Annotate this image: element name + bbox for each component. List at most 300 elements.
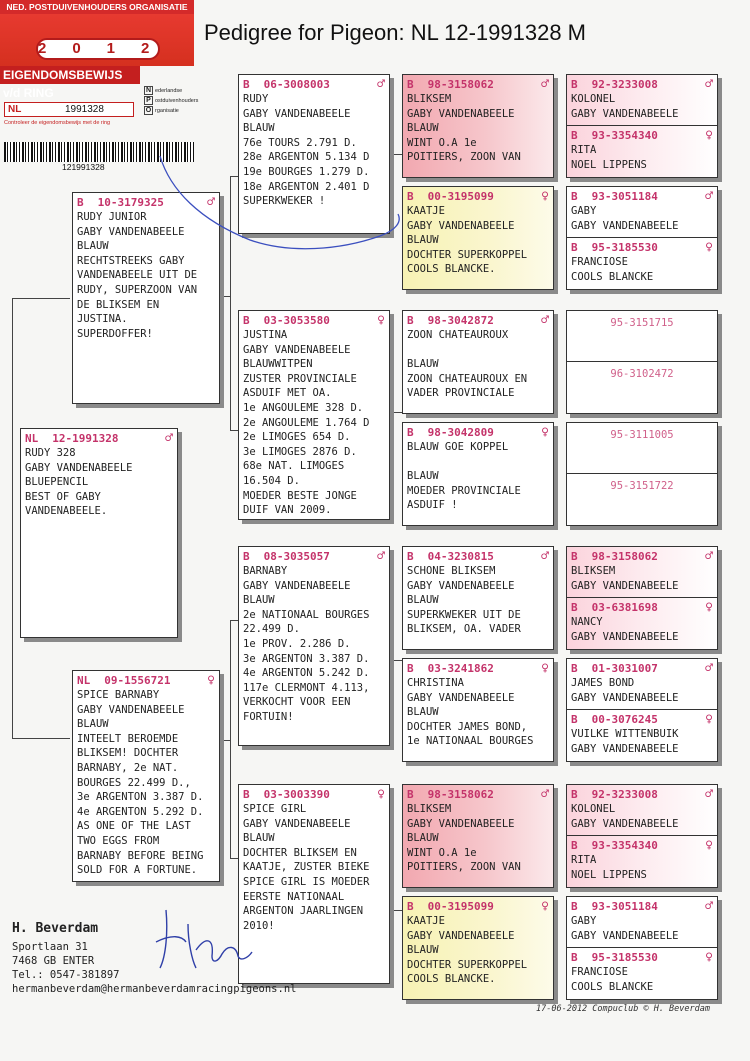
owner-street: Sportlaan 31: [12, 941, 88, 953]
grandparent-top[interactable]: [567, 659, 717, 710]
card-line: BLAUW: [243, 594, 275, 607]
card-header: [407, 899, 549, 914]
grandparent-bottom[interactable]: [567, 238, 717, 289]
card-header: [571, 240, 713, 255]
card-line: MOEDER PROVINCIALE: [407, 484, 521, 497]
card-line: GABY VANDENABEELE: [571, 219, 679, 232]
card-line: KOLONEL: [571, 803, 616, 815]
card-line: SPICE GIRL IS MOEDER: [243, 875, 370, 888]
pigeon-card-g3[interactable]: [566, 310, 718, 414]
male-icon: ♂: [207, 194, 215, 210]
card-line: GABY VANDENABEELE: [77, 703, 185, 716]
card-line: BLAUW GOE KOPPEL: [407, 441, 509, 453]
card-line: ZOON CHATEAUROUX EN: [407, 372, 528, 385]
male-icon: ♂: [377, 548, 385, 564]
card-header: [407, 189, 549, 204]
pigeon-card-dds[interactable]: [402, 784, 554, 888]
card-line: 1e ANGOULEME 328 D.: [243, 401, 364, 414]
barcode: [4, 142, 194, 162]
card-line: KOLONEL: [571, 93, 616, 105]
card-line: 22.499 D.: [243, 623, 300, 636]
card-line: BEST OF GABY: [25, 490, 101, 503]
card-line: 2010!: [243, 919, 275, 932]
country-code: B: [571, 838, 578, 852]
pigeon-card-ss[interactable]: [238, 74, 390, 234]
female-icon: ♀: [705, 239, 713, 255]
pigeon-card-g7[interactable]: [566, 784, 718, 888]
card-line: BLAUW: [407, 234, 439, 247]
card-line: RUDY 328: [25, 447, 76, 459]
signature: [152, 902, 282, 982]
female-icon: ♀: [541, 424, 549, 440]
card-line: ZOON CHATEAUROUX: [407, 329, 509, 341]
card-line: VUILKE WITTENBUIK: [571, 728, 679, 740]
country-code: B: [407, 787, 414, 801]
barcode-number: 121991328: [62, 162, 105, 172]
card-line: BLIKSEM, OA. VADER: [407, 623, 521, 636]
card-line: GABY VANDENABEELE: [571, 630, 679, 643]
pigeon-card-sdd[interactable]: [402, 422, 554, 526]
card-line: BLAUW: [407, 470, 439, 483]
card-header: [243, 549, 385, 564]
pigeon-card-g8[interactable]: [566, 896, 718, 1000]
card-line: VERKOCHT VOOR EEN: [243, 696, 351, 709]
npo-line-1: ederlandse: [155, 88, 183, 94]
card-line: 18e ARGENTON 2.401 D: [243, 180, 370, 193]
pigeon-card-g1[interactable]: [566, 74, 718, 178]
card-header: [571, 950, 713, 965]
ring-number: 95-3185530: [591, 240, 658, 254]
card-line: COOLS BLANCKE: [571, 980, 654, 993]
card-header: [77, 195, 215, 210]
grandparent-top[interactable]: [567, 311, 717, 362]
card-line: [407, 343, 549, 358]
card-line: TWO EGGS FROM: [77, 834, 160, 847]
country-code: B: [571, 128, 578, 142]
card-line: ASDUIF MET OA.: [243, 387, 332, 400]
female-icon: ♀: [207, 672, 215, 688]
card-line: 3e ARGENTON 3.387 D.: [243, 652, 370, 665]
card-line: MOEDER BESTE JONGE: [243, 489, 357, 502]
card-line: GABY VANDENABEELE: [243, 579, 351, 592]
card-header: [571, 600, 713, 615]
card-line: NOEL LIPPENS: [571, 158, 647, 171]
pigeon-card-g6[interactable]: [566, 658, 718, 762]
country-code: B: [407, 549, 414, 563]
ring-number: 92-3233008: [591, 787, 658, 801]
card-line: BLIKSEM! DOCHTER: [77, 747, 179, 760]
card-line: BLIKSEM: [407, 803, 452, 815]
card-line: DOCHTER SUPERKOPPEL: [407, 958, 528, 971]
pigeon-card-dss[interactable]: [402, 546, 554, 650]
card-line: BARNABY: [243, 565, 288, 577]
ring-number: 03-3241862: [427, 661, 494, 675]
grandparent-top[interactable]: [567, 423, 717, 474]
card-line: SUPERKWEKER !: [243, 195, 326, 208]
country-code: B: [571, 600, 578, 614]
ring-number: 00-3195099: [427, 899, 494, 913]
card-header: [407, 313, 549, 328]
connector: [230, 620, 231, 858]
ring-number: 03-6381698: [591, 600, 658, 614]
male-icon: ♂: [705, 188, 713, 204]
card-line: GABY VANDENABEELE: [407, 929, 515, 942]
grandparent-bottom[interactable]: [567, 598, 717, 649]
card-line: 28e ARGENTON 5.134 D: [243, 151, 370, 164]
grandparent-top[interactable]: [567, 187, 717, 238]
ring-number: 09-1556721: [104, 673, 171, 687]
card-header: [571, 77, 713, 92]
card-header: [571, 838, 713, 853]
card-line: ASDUIF !: [407, 499, 458, 512]
grandparent-top[interactable]: [567, 547, 717, 598]
card-line: RUDY: [243, 93, 269, 105]
ring-number: 93-3051184: [591, 189, 658, 203]
owner-name: H. Beverdam: [12, 921, 99, 936]
card-line: VANDENABEELE.: [25, 505, 108, 518]
card-line: BLAUW: [407, 706, 439, 719]
card-header: [571, 899, 713, 914]
ring-number: 04-3230815: [427, 549, 494, 563]
ring-number: 93-3354340: [591, 838, 658, 852]
owner-tel: Tel.: 0547-381897: [12, 969, 120, 981]
ring-number: 00-3195099: [427, 189, 494, 203]
grandparent-bottom[interactable]: [567, 948, 717, 999]
card-line: GABY: [571, 205, 597, 217]
female-icon: ♀: [541, 188, 549, 204]
sticker-small-text: Controleer de eigendomsbewijs met de ring: [4, 120, 111, 126]
card-line: 1e PROV. 2.286 D.: [243, 637, 351, 650]
pigeon-card-sd[interactable]: [238, 310, 390, 520]
country-code: B: [571, 712, 578, 726]
card-line: POITIERS, ZOON VAN: [407, 151, 521, 164]
male-icon: ♂: [705, 898, 713, 914]
card-line: BOURGES 22.499 D.,: [77, 776, 191, 789]
card-line: RITA: [571, 854, 597, 866]
card-line: GABY VANDENABEELE: [243, 107, 351, 120]
card-line: BLAUW: [407, 358, 439, 371]
card-header: [571, 128, 713, 143]
card-line: DOCHTER SUPERKOPPEL: [407, 248, 528, 261]
pigeon-card-sire[interactable]: [72, 192, 220, 404]
card-line: FORTUIN!: [243, 710, 294, 723]
card-header: [407, 549, 549, 564]
ring-ownership-sticker: [0, 0, 200, 172]
connector: [390, 660, 402, 661]
male-icon: ♂: [705, 786, 713, 802]
card-line: 3e LIMOGES 2876 D.: [243, 445, 357, 458]
ring-number: 98-3042809: [427, 425, 494, 439]
card-line: BLAUW: [243, 832, 275, 845]
country-code: B: [407, 661, 414, 675]
card-header: [243, 313, 385, 328]
card-line: NANCY: [571, 616, 603, 628]
card-header: [77, 673, 215, 688]
card-line: GABY VANDENABEELE: [407, 691, 515, 704]
card-line: GABY VANDENABEELE: [571, 691, 679, 704]
card-line: COOLS BLANCKE.: [407, 973, 496, 986]
country-code: B: [407, 425, 414, 439]
card-line: AS ONE OF THE LAST: [77, 820, 191, 833]
ring-number: 93-3051184: [591, 899, 658, 913]
country-code: B: [243, 77, 250, 91]
female-icon: ♀: [377, 312, 385, 328]
card-line: 2e LIMOGES 654 D.: [243, 431, 351, 444]
card-line: GABY VANDENABEELE: [407, 579, 515, 592]
card-line: RUDY, SUPERZOON VAN: [77, 283, 198, 296]
card-header: [407, 661, 549, 676]
ring-number: 08-3035057: [263, 549, 330, 563]
male-icon: ♂: [165, 430, 173, 446]
pigeon-card-dsd[interactable]: [402, 658, 554, 762]
pigeon-card-ssd[interactable]: [402, 186, 554, 290]
connector: [390, 910, 402, 911]
country-code: B: [571, 77, 578, 91]
female-icon: ♀: [377, 786, 385, 802]
card-line: 1e NATIONAAL BOURGES: [407, 735, 534, 748]
country-code: B: [407, 77, 414, 91]
card-line: ZUSTER PROVINCIALE: [243, 372, 357, 385]
card-line: FRANCIOSE: [571, 256, 628, 268]
card-line: POITIERS, ZOON VAN: [407, 861, 521, 874]
pigeon-card-g4[interactable]: [566, 422, 718, 526]
ring-number: 12-1991328: [52, 431, 119, 445]
pigeon-card-subject[interactable]: [20, 428, 178, 638]
country-code: B: [571, 549, 578, 563]
connector: [390, 412, 402, 413]
grandparent-top[interactable]: [567, 897, 717, 948]
card-line: RUDY JUNIOR: [77, 211, 147, 223]
card-line: DUIF VAN 2009.: [243, 504, 332, 517]
card-line: GABY VANDENABEELE: [571, 929, 679, 942]
ring-number: 95-3151715: [610, 317, 674, 329]
pigeon-card-sss[interactable]: [402, 74, 554, 178]
sticker-org: NED. POSTDUIVENHOUDERS ORGANISATIE: [0, 0, 194, 14]
card-line: FRANCIOSE: [571, 966, 628, 978]
card-header: [243, 77, 385, 92]
ring-number: 98-3158062: [427, 787, 494, 801]
card-line: [407, 455, 549, 470]
card-line: KAATJE, ZUSTER BIEKE: [243, 861, 370, 874]
ring-number: 92-3233008: [591, 77, 658, 91]
female-icon: ♀: [705, 837, 713, 853]
card-line: SUPERDOFFER!: [77, 327, 153, 340]
connector: [12, 298, 70, 299]
card-line: BLAUWWITPEN: [243, 358, 313, 371]
card-line: 16.504 D.: [243, 474, 300, 487]
card-line: 3e ARGENTON 3.387 D.: [77, 791, 204, 804]
country-code: B: [571, 189, 578, 203]
card-line: 68e NAT. LIMOGES: [243, 460, 345, 473]
card-line: 76e TOURS 2.791 D.: [243, 136, 357, 149]
female-icon: ♀: [705, 127, 713, 143]
ring-number: 10-3179325: [97, 195, 164, 209]
grandparent-bottom[interactable]: [567, 836, 717, 887]
male-icon: ♂: [541, 312, 549, 328]
card-line: WINT O.A 1e: [407, 136, 477, 149]
connector: [12, 298, 13, 738]
connector: [230, 430, 238, 431]
card-line: DOCHTER JAMES BOND,: [407, 720, 528, 733]
pigeon-card-sds[interactable]: [402, 310, 554, 414]
card-header: [571, 787, 713, 802]
card-line: RECHTSTREEKS GABY: [77, 254, 185, 267]
card-line: ARGENTON JAARLINGEN: [243, 905, 364, 918]
card-line: EERSTE NATIONAAL: [243, 890, 345, 903]
card-line: GABY VANDENABEELE: [571, 742, 679, 755]
country-code: B: [407, 899, 414, 913]
male-icon: ♂: [705, 548, 713, 564]
grandparent-bottom[interactable]: [567, 474, 717, 525]
country-code: B: [243, 787, 250, 801]
female-icon: ♀: [541, 660, 549, 676]
ring-number: 98-3158062: [427, 77, 494, 91]
male-icon: ♂: [377, 76, 385, 92]
card-line: GABY VANDENABEELE: [77, 225, 185, 238]
card-line: BLAUW: [77, 718, 109, 731]
card-line: SOLD FOR A FORTUNE.: [77, 864, 198, 877]
card-line: KAATJE: [407, 205, 445, 217]
card-line: 4e ARGENTON 5.292 D.: [77, 805, 204, 818]
card-line: BLIKSEM: [571, 565, 616, 577]
country-code: NL: [77, 673, 91, 687]
card-line: GABY VANDENABEELE: [571, 817, 679, 830]
ring-number: 95-3111005: [610, 429, 674, 441]
male-icon: ♂: [541, 548, 549, 564]
card-header: [407, 425, 549, 440]
connector: [230, 176, 238, 177]
pigeon-card-g5[interactable]: [566, 546, 718, 650]
card-line: SCHONE BLIKSEM: [407, 565, 496, 577]
card-line: COOLS BLANCKE: [571, 270, 654, 283]
card-line: GABY VANDENABEELE: [25, 461, 133, 474]
female-icon: ♀: [705, 949, 713, 965]
country-code: B: [407, 313, 414, 327]
male-icon: ♂: [541, 786, 549, 802]
connector: [230, 620, 238, 621]
page-title: Pedigree for Pigeon: NL 12-1991328 M: [204, 20, 586, 45]
grandparent-bottom[interactable]: [567, 710, 717, 761]
card-line: JUSTINA.: [77, 313, 128, 326]
card-line: KAATJE: [407, 915, 445, 927]
card-line: GABY VANDENABEELE: [571, 579, 679, 592]
card-line: BARNABY, 2e NAT.: [77, 761, 179, 774]
card-line: JUSTINA: [243, 329, 288, 341]
pigeon-card-ds[interactable]: [238, 546, 390, 746]
ring-number: 03-3003390: [263, 787, 330, 801]
grandparent-bottom[interactable]: [567, 126, 717, 177]
card-line: GABY VANDENABEELE: [407, 219, 515, 232]
card-line: WINT O.A 1e: [407, 846, 477, 859]
ring-number: 98-3158062: [591, 549, 658, 563]
card-line: BLAUW: [243, 122, 275, 135]
npo-line-3: rganisatie: [155, 108, 179, 114]
sticker-heading: EIGENDOMSBEWIJS v/d RING: [0, 66, 140, 84]
card-line: INTEELT BEROEMDE: [77, 732, 179, 745]
owner-city: 7468 GB ENTER: [12, 955, 95, 967]
pigeon-card-g2[interactable]: [566, 186, 718, 290]
card-line: GABY: [571, 915, 597, 927]
ring-number: 95-3151722: [610, 480, 674, 492]
card-line: VADER PROVINCIALE: [407, 387, 515, 400]
grandparent-bottom[interactable]: [567, 362, 717, 413]
card-header: [571, 189, 713, 204]
card-line: GABY VANDENABEELE: [571, 107, 679, 120]
grandparent-top[interactable]: [567, 785, 717, 836]
card-header: [25, 431, 173, 446]
card-line: JAMES BOND: [571, 677, 635, 689]
card-line: GABY VANDENABEELE: [407, 817, 515, 830]
card-line: 19e BOURGES 1.279 D.: [243, 165, 370, 178]
country-code: B: [571, 787, 578, 801]
connector: [12, 738, 70, 739]
card-line: SPICE GIRL: [243, 803, 307, 815]
country-code: B: [571, 661, 578, 675]
card-header: [243, 787, 385, 802]
grandparent-top[interactable]: [567, 75, 717, 126]
card-header: [571, 549, 713, 564]
ring-number: 01-3031007: [591, 661, 658, 675]
card-line: 2e ANGOULEME 1.764 D: [243, 416, 370, 429]
card-line: BLAUW: [77, 240, 109, 253]
connector: [390, 154, 402, 155]
footer-note: 17-06-2012 Compuclub © H. Beverdam: [536, 1004, 710, 1014]
card-line: DOCHTER BLIKSEM EN: [243, 846, 357, 859]
ring-number: 06-3008003: [263, 77, 330, 91]
card-line: 4e ARGENTON 5.242 D.: [243, 667, 370, 680]
card-line: CHRISTINA: [407, 677, 464, 689]
card-line: 117e CLERMONT 4.113,: [243, 681, 370, 694]
card-header: [407, 787, 549, 802]
female-icon: ♀: [705, 711, 713, 727]
card-line: BLIKSEM: [407, 93, 452, 105]
country-code: B: [77, 195, 84, 209]
owner-email: hermanbeverdam@hermanbeverdamracingpigeons.nl: [12, 983, 297, 995]
card-line: BLAUW: [407, 594, 439, 607]
card-line: BLUEPENCIL: [25, 476, 89, 489]
card-line: BARNABY BEFORE BEING: [77, 849, 204, 862]
country-code: B: [243, 313, 250, 327]
card-line: DE BLIKSEM EN: [77, 298, 160, 311]
male-icon: ♂: [705, 76, 713, 92]
country-code: B: [407, 189, 414, 203]
pigeon-card-ddd[interactable]: [402, 896, 554, 1000]
connector: [230, 858, 238, 859]
country-code: B: [243, 549, 250, 563]
card-line: COOLS BLANCKE.: [407, 263, 496, 276]
country-code: B: [571, 240, 578, 254]
pigeon-card-dam[interactable]: [72, 670, 220, 882]
male-icon: ♂: [705, 660, 713, 676]
card-line: 2e NATIONAAL BOURGES: [243, 608, 370, 621]
connector: [230, 176, 231, 430]
card-line: SUPERKWEKER UIT DE: [407, 608, 521, 621]
card-line: VANDENABEELE UIT DE: [77, 269, 198, 282]
card-header: [571, 661, 713, 676]
ring-number: 93-3354340: [591, 128, 658, 142]
sticker-ring-number: 1991328: [65, 104, 104, 115]
country-code: NL: [25, 431, 39, 445]
card-header: [571, 712, 713, 727]
card-line: GABY VANDENABEELE: [243, 817, 351, 830]
ring-number: 03-3053580: [263, 313, 330, 327]
card-header: [407, 77, 549, 92]
country-code: B: [571, 950, 578, 964]
sticker-npo: N ederlandse P ostduivenhouders O rganisatie: [145, 87, 199, 114]
sticker-country: NL: [5, 103, 35, 116]
card-line: BLAUW: [407, 832, 439, 845]
country-code: B: [571, 899, 578, 913]
